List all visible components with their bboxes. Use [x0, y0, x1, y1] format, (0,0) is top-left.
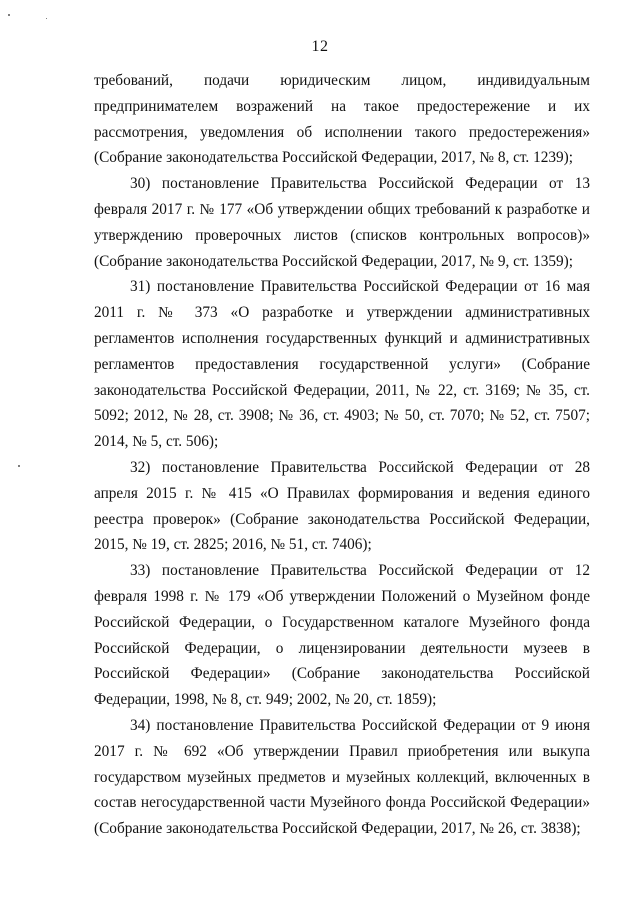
scan-speck [46, 18, 47, 19]
paragraph-item-33: 33) постановление Правительства Российской Федерации от 12 февраля 1998 г. № 179 «Об утверждении Положений о Музейном фонде Российской Федерации, о Государственном каталоге Музейного фонда Российской Федерации, о лицензировании деятельности музеев в Российской Федерации» (Собрание законодательства Российской Федерации, 1998, № 8, ст. 949; 2002, № 20, ст. 1859); [94, 562, 590, 709]
paragraph-item-32: 32) постановление Правительства Российской Федерации от 28 апреля 2015 г. № 415 «О Правилах формирования и ведения единого реестра проверок» (Собрание законодательства Российской Федерации, 2015, № 19, ст. 2825; 2016, № 51, ст. 7406); [94, 458, 590, 554]
paragraph-continuation: требований, подачи юридическим лицом, индивидуальным предпринимателем возражений на такое предостережение и их рассмотрения, уведомления об исполнении такого предостережения» (Собрание законодательства Российской Федерации, 2017, № 8, ст. 1239); [94, 72, 590, 167]
page-number: 12 [311, 38, 329, 55]
paragraph-item-30: 30) постановление Правительства Российской Федерации от 13 февраля 2017 г. № 177 «Об утверждении общих требований к разработке и утверждению проверочных листов (списков контрольных вопросов)» (Собрание законодательства Российской Федерации, 2017, № 9, ст. 1359); [94, 175, 590, 270]
paragraph-item-31: 31) постановление Правительства Российской Федерации от 16 мая 2011 г. № 373 «О разработке и утверждении административных регламентов исполнения государственных функций и административных регламентов предоставления государственной услуги» (Собрание законодательства Российской Федерации, 2011, № 22, ст. 3169; № 35, ст. 5092; 2012, № 28, ст. 3908; № 36, ст. 4903; № 50, ст. 7070; № 52, ст. 7507; 2014, № 5, ст. 506); [94, 278, 590, 451]
scan-speck [8, 14, 10, 16]
document-body [94, 68, 590, 842]
scan-speck [18, 465, 20, 467]
paragraph-item-34: 34) постановление Правительства Российской Федерации от 9 июня 2017 г. № 692 «Об утверждении Правил приобретения или выкупа государством музейных предметов и музейных коллекций, включенных в состав негосударственной части Музейного фонда Российской Федерации» (Собрание законодательства Российской Федерации, 2017, № 26, ст. 3838); [94, 716, 590, 838]
